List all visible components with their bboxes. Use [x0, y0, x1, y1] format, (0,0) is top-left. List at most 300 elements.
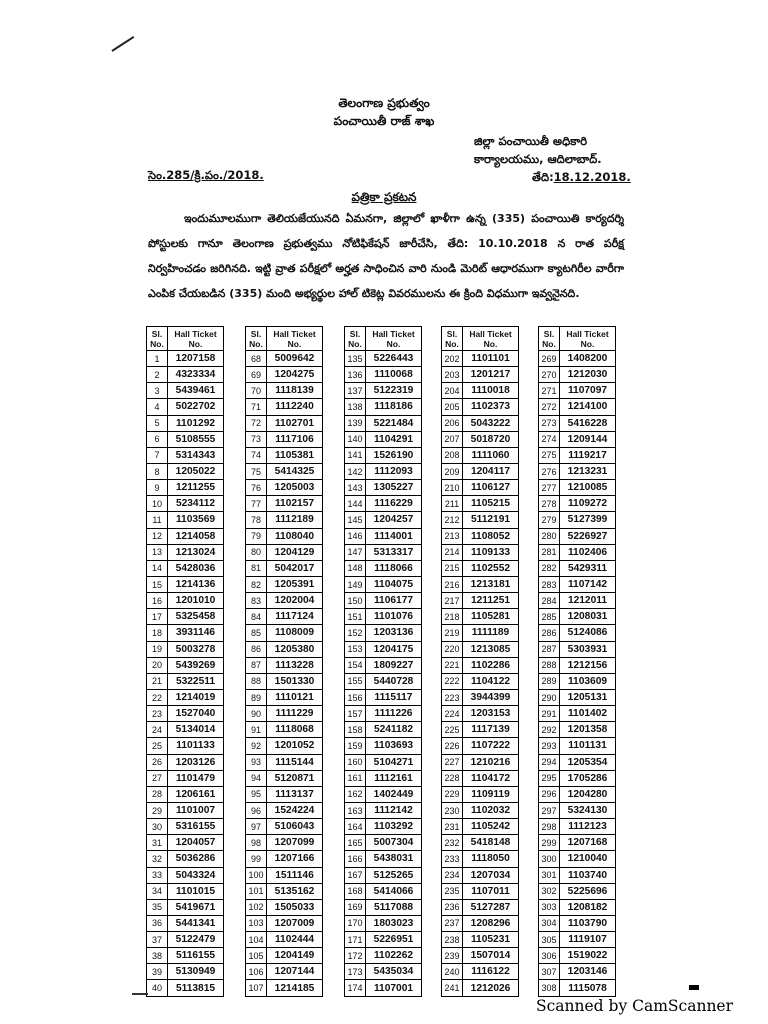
table-row [246, 915, 323, 931]
table-row [345, 948, 422, 964]
sl-no-cell: 212 [442, 512, 463, 528]
sl-no-cell: 202 [442, 351, 463, 367]
table-row [246, 754, 323, 770]
sl-no-cell: 221 [442, 657, 463, 673]
hall-ticket-cell: 1101292 [168, 415, 224, 431]
table-row [345, 528, 422, 544]
table-row [442, 641, 519, 657]
sl-no-cell: 273 [539, 415, 560, 431]
table-row [539, 351, 616, 367]
hall-ticket-cell: 5022702 [168, 399, 224, 415]
sl-no-cell: 105 [246, 948, 267, 964]
sl-no-cell: 308 [539, 980, 560, 996]
table-row [246, 964, 323, 980]
sl-no-cell: 35 [147, 899, 168, 915]
hall-ticket-cell: 1526190 [366, 447, 422, 463]
hall-ticket-table [538, 326, 616, 997]
sl-no-cell: 225 [442, 722, 463, 738]
sl-no-cell: 34 [147, 883, 168, 899]
table-row [442, 915, 519, 931]
sl-no-cell: 292 [539, 722, 560, 738]
hall-ticket-cell: 1213181 [463, 576, 519, 592]
table-row [246, 883, 323, 899]
hall-ticket-cell: 1511146 [267, 867, 323, 883]
table-row [539, 819, 616, 835]
hall-ticket-cell: 1109272 [560, 496, 616, 512]
hall-ticket-cell: 1205354 [560, 754, 616, 770]
sl-no-cell: 11 [147, 512, 168, 528]
hall-ticket-cell: 1101131 [560, 738, 616, 754]
hall-ticket-cell: 5043222 [463, 415, 519, 431]
hall-ticket-cell: 5106043 [267, 819, 323, 835]
sl-no-cell: 152 [345, 625, 366, 641]
table-row [147, 496, 224, 512]
table-row [539, 383, 616, 399]
table-row [246, 722, 323, 738]
table-row [442, 867, 519, 883]
hall-ticket-cell: 5419671 [168, 899, 224, 915]
table-row [147, 593, 224, 609]
sl-no-cell: 224 [442, 706, 463, 722]
table-row [345, 657, 422, 673]
table-row [345, 689, 422, 705]
hall-ticket-cell: 5439461 [168, 383, 224, 399]
table-row [147, 609, 224, 625]
sl-no-cell: 15 [147, 576, 168, 592]
table-row [442, 367, 519, 383]
hall-ticket-cell: 5125265 [366, 867, 422, 883]
hall-ticket-cell: 5108555 [168, 431, 224, 447]
hall-ticket-cell: 1214185 [267, 980, 323, 996]
sl-no-cell: 209 [442, 463, 463, 479]
sl-no-cell: 106 [246, 964, 267, 980]
table-row [345, 641, 422, 657]
sl-no-cell: 307 [539, 964, 560, 980]
table-row [345, 786, 422, 802]
table-row [442, 770, 519, 786]
sl-no-cell: 158 [345, 722, 366, 738]
table-row [442, 544, 519, 560]
hall-ticket-cell: 1201217 [463, 367, 519, 383]
table-row [442, 609, 519, 625]
office-line-1: జిల్లా పంచాయితీ అధికారి [474, 134, 588, 148]
hall-ticket-cell: 5104271 [366, 754, 422, 770]
table-row [345, 883, 422, 899]
hall-ticket-cell: 1207168 [560, 835, 616, 851]
hall-ticket-cell: 5116155 [168, 948, 224, 964]
sl-no-cell: 280 [539, 528, 560, 544]
hall-ticket-cell: 1203126 [168, 754, 224, 770]
sl-no-cell: 223 [442, 689, 463, 705]
hall-ticket-cell: 1206161 [168, 786, 224, 802]
table-row [345, 431, 422, 447]
hall-ticket-cell: 1501330 [267, 673, 323, 689]
sl-no-cell: 299 [539, 835, 560, 851]
hall-ticket-cell: 1207144 [267, 964, 323, 980]
sl-no-cell: 100 [246, 867, 267, 883]
table-row [442, 802, 519, 818]
hall-ticket-cell: 1705286 [560, 770, 616, 786]
hall-ticket-cell: 1205391 [267, 576, 323, 592]
table-row [246, 802, 323, 818]
hall-ticket-cell: 1112161 [366, 770, 422, 786]
hall-ticket-cell: 1809227 [366, 657, 422, 673]
hall-ticket-cell: 1111226 [366, 706, 422, 722]
sl-no-cell: 226 [442, 738, 463, 754]
hall-ticket-table [344, 326, 422, 997]
table-row [539, 948, 616, 964]
sl-no-cell: 139 [345, 415, 366, 431]
sl-no-cell: 276 [539, 463, 560, 479]
hall-ticket-cell: 1114001 [366, 528, 422, 544]
table-row [345, 851, 422, 867]
hall-ticket-cell: 1524224 [267, 802, 323, 818]
table-row [442, 560, 519, 576]
table-row [246, 367, 323, 383]
table-row [539, 641, 616, 657]
table-row [147, 657, 224, 673]
hall-ticket-cell: 5226951 [366, 932, 422, 948]
hall-ticket-cell: 1107142 [560, 576, 616, 592]
table-row [147, 625, 224, 641]
table-row [147, 738, 224, 754]
hall-ticket-cell: 1102444 [267, 932, 323, 948]
hall-ticket-cell: 1111229 [267, 706, 323, 722]
sl-no-cell: 281 [539, 544, 560, 560]
table-row [246, 399, 323, 415]
sl-no-cell: 234 [442, 867, 463, 883]
table-row [442, 528, 519, 544]
hall-ticket-cell: 5241182 [366, 722, 422, 738]
hall-ticket-cell: 1115078 [560, 980, 616, 996]
sl-no-cell: 287 [539, 641, 560, 657]
hall-ticket-cell: 1113228 [267, 657, 323, 673]
hall-ticket-cell: 1102701 [267, 415, 323, 431]
sl-no-cell: 25 [147, 738, 168, 754]
hall-ticket-cell: 5429311 [560, 560, 616, 576]
hall-ticket-cell: 5009642 [267, 351, 323, 367]
table-row [246, 544, 323, 560]
sl-no-cell: 71 [246, 399, 267, 415]
table-row [246, 576, 323, 592]
sl-no-cell: 163 [345, 802, 366, 818]
table-row [246, 496, 323, 512]
table-row [345, 415, 422, 431]
sl-no-cell: 203 [442, 367, 463, 383]
sl-no-cell: 290 [539, 689, 560, 705]
hall-ticket-cell: 1107011 [463, 883, 519, 899]
sl-no-cell: 13 [147, 544, 168, 560]
table-row [246, 706, 323, 722]
sl-no-cell: 149 [345, 576, 366, 592]
table-row [539, 415, 616, 431]
table-row [345, 867, 422, 883]
table-row [345, 512, 422, 528]
sl-no-cell: 84 [246, 609, 267, 625]
table-row [246, 641, 323, 657]
table-row [539, 496, 616, 512]
table-row [345, 609, 422, 625]
sl-no-cell: 40 [147, 980, 168, 996]
sl-no-cell: 296 [539, 786, 560, 802]
hall-ticket-cell: 1214100 [560, 399, 616, 415]
sl-no-cell: 82 [246, 576, 267, 592]
hall-ticket-cell: 1103292 [366, 819, 422, 835]
hall-ticket-cell: 1101076 [366, 609, 422, 625]
table-row [442, 463, 519, 479]
sl-no-cell: 205 [442, 399, 463, 415]
sl-no-cell: 146 [345, 528, 366, 544]
table-row [246, 431, 323, 447]
sl-no-header: Sl. No. [442, 327, 463, 351]
hall-ticket-cell: 1507014 [463, 948, 519, 964]
table-row [539, 689, 616, 705]
sl-no-cell: 75 [246, 463, 267, 479]
sl-no-cell: 241 [442, 980, 463, 996]
table-row [345, 383, 422, 399]
sl-no-cell: 151 [345, 609, 366, 625]
sl-no-cell: 29 [147, 802, 168, 818]
table-row [442, 512, 519, 528]
sl-no-cell: 206 [442, 415, 463, 431]
sl-no-cell: 98 [246, 835, 267, 851]
sl-no-cell: 269 [539, 351, 560, 367]
table-row [147, 447, 224, 463]
hall-ticket-cell: 1519022 [560, 948, 616, 964]
hall-ticket-cell: 1205022 [168, 463, 224, 479]
sl-no-cell: 147 [345, 544, 366, 560]
hall-ticket-cell: 1210216 [463, 754, 519, 770]
table-row [442, 480, 519, 496]
table-row [539, 512, 616, 528]
sl-no-cell: 218 [442, 609, 463, 625]
hall-ticket-cell: 1204175 [366, 641, 422, 657]
table-row [539, 851, 616, 867]
table-row [442, 706, 519, 722]
sl-no-cell: 153 [345, 641, 366, 657]
sl-no-cell: 87 [246, 657, 267, 673]
hall-ticket-cell: 5325458 [168, 609, 224, 625]
hall-ticket-cell: 5036286 [168, 851, 224, 867]
sl-no-cell: 37 [147, 932, 168, 948]
hall-ticket-cell: 1107222 [463, 738, 519, 754]
sl-no-cell: 228 [442, 770, 463, 786]
hall-ticket-cell: 1116122 [463, 964, 519, 980]
sl-no-cell: 275 [539, 447, 560, 463]
table-row [539, 447, 616, 463]
hall-ticket-cell: 1118066 [366, 560, 422, 576]
table-row [345, 367, 422, 383]
sl-no-cell: 89 [246, 689, 267, 705]
table-row [345, 560, 422, 576]
table-row [345, 576, 422, 592]
hall-ticket-cell: 1104122 [463, 673, 519, 689]
hall-ticket-cell: 5313317 [366, 544, 422, 560]
hall-ticket-cell: 1204057 [168, 835, 224, 851]
sl-no-cell: 3 [147, 383, 168, 399]
table-row [246, 835, 323, 851]
hall-ticket-cell: 1105242 [463, 819, 519, 835]
sl-no-cell: 238 [442, 932, 463, 948]
table-row [345, 964, 422, 980]
sl-no-cell: 284 [539, 593, 560, 609]
table-row [442, 576, 519, 592]
table-row [345, 625, 422, 641]
sl-no-cell: 104 [246, 932, 267, 948]
table-row [246, 609, 323, 625]
table-row [539, 899, 616, 915]
hall-ticket-cell: 5441341 [168, 915, 224, 931]
sl-no-cell: 39 [147, 964, 168, 980]
table-row [345, 738, 422, 754]
hall-ticket-cell: 1213231 [560, 463, 616, 479]
hall-ticket-cell: 5007304 [366, 835, 422, 851]
hall-ticket-cell: 5234112 [168, 496, 224, 512]
hall-ticket-cell: 1203153 [463, 706, 519, 722]
table-row [442, 447, 519, 463]
sl-no-cell: 169 [345, 899, 366, 915]
hall-ticket-cell: 5117088 [366, 899, 422, 915]
sl-no-cell: 14 [147, 560, 168, 576]
table-row [539, 980, 616, 996]
table-row [442, 738, 519, 754]
sl-no-cell: 274 [539, 431, 560, 447]
sl-no-cell: 286 [539, 625, 560, 641]
hall-ticket-cell: 1305227 [366, 480, 422, 496]
table-row [442, 351, 519, 367]
sl-no-header: Sl. No. [246, 327, 267, 351]
table-row [539, 480, 616, 496]
hall-ticket-cell: 1113137 [267, 786, 323, 802]
table-row [539, 528, 616, 544]
hall-ticket-cell: 1212156 [560, 657, 616, 673]
hall-ticket-cell: 5438031 [366, 851, 422, 867]
hall-ticket-cell: 3944399 [463, 689, 519, 705]
document-date [532, 170, 631, 187]
hall-ticket-cell: 5120871 [267, 770, 323, 786]
hall-ticket-cell: 5127287 [463, 899, 519, 915]
hall-ticket-cell: 1104291 [366, 431, 422, 447]
hall-ticket-cell: 1201010 [168, 593, 224, 609]
table-row [147, 883, 224, 899]
sl-no-cell: 21 [147, 673, 168, 689]
sl-no-cell: 166 [345, 851, 366, 867]
table-row [147, 512, 224, 528]
table-row [147, 480, 224, 496]
table-row [246, 899, 323, 915]
sl-no-cell: 145 [345, 512, 366, 528]
hall-ticket-cell: 1118186 [366, 399, 422, 415]
hall-ticket-cell: 5043324 [168, 867, 224, 883]
table-row [442, 948, 519, 964]
sl-no-cell: 140 [345, 431, 366, 447]
table-row [442, 657, 519, 673]
sl-no-cell: 211 [442, 496, 463, 512]
hall-ticket-cell: 1214136 [168, 576, 224, 592]
table-row [539, 576, 616, 592]
sl-no-cell: 237 [442, 915, 463, 931]
table-row [246, 528, 323, 544]
hall-ticket-cell: 1208182 [560, 899, 616, 915]
hall-ticket-cell: 1108052 [463, 528, 519, 544]
table-row [345, 932, 422, 948]
hall-ticket-cell: 1119107 [560, 932, 616, 948]
table-row [442, 964, 519, 980]
table-row [539, 754, 616, 770]
sl-no-cell: 135 [345, 351, 366, 367]
sl-no-cell: 156 [345, 689, 366, 705]
sl-no-cell: 217 [442, 593, 463, 609]
hall-ticket-cell: 5130949 [168, 964, 224, 980]
table-row [442, 722, 519, 738]
table-row [147, 899, 224, 915]
table-row [345, 722, 422, 738]
sl-no-cell: 69 [246, 367, 267, 383]
hall-ticket-cell: 1104075 [366, 576, 422, 592]
hall-ticket-cell: 1103693 [366, 738, 422, 754]
hall-ticket-cell: 1101101 [463, 351, 519, 367]
sl-no-cell: 31 [147, 835, 168, 851]
table-row [345, 835, 422, 851]
sl-no-cell: 27 [147, 770, 168, 786]
table-row [147, 351, 224, 367]
table-row [147, 980, 224, 996]
table-row [147, 851, 224, 867]
table-row [442, 754, 519, 770]
table-row [442, 399, 519, 415]
sl-no-cell: 150 [345, 593, 366, 609]
hall-ticket-cell: 1205380 [267, 641, 323, 657]
hall-ticket-cell: 1107097 [560, 383, 616, 399]
table-row [246, 512, 323, 528]
announcement-paragraph: ఇందుమూలముగా తెలియజేయునది ఏమనగా, జిల్లాలో ఖాళీగా ఉన్న (335) పంచాయితి కార్యదర్శి పోస్టులకు గానూ తెలంగాణ ప్రభుత్వము నోటిఫికేషన్ జారీచేసి, తేది: 10.10.2018 న రాత పరీక్ష నిర్వహించడం జరిగినది. ఇట్టి వ్రాత పరీక్షలో అర్హత సాధించిన వారి నుండి మెరిట్ ఆధారముగా క్యాటగిరీల వారీగా ఎంపిక చేయబడిన (335) మంది అభ్యర్థుల హాల్ టికెట్ల వివరములను ఈ క్రింది విధముగా ఇవ్వనైనది. [148, 212, 624, 300]
sl-no-cell: 300 [539, 851, 560, 867]
hall-ticket-cell: 5416228 [560, 415, 616, 431]
sl-no-cell: 204 [442, 383, 463, 399]
hall-ticket-cell: 1210085 [560, 480, 616, 496]
hall-ticket-cell: 1117139 [463, 722, 519, 738]
table-row [539, 463, 616, 479]
table-row [539, 867, 616, 883]
sl-no-cell: 6 [147, 431, 168, 447]
sl-no-cell: 22 [147, 689, 168, 705]
sl-no-cell: 229 [442, 786, 463, 802]
hall-ticket-cell: 1214019 [168, 689, 224, 705]
hall-ticket-cell: 1211251 [463, 593, 519, 609]
table-row [147, 706, 224, 722]
table-row [345, 899, 422, 915]
hall-ticket-cell: 1118068 [267, 722, 323, 738]
hall-ticket-cell: 1108009 [267, 625, 323, 641]
table-row [345, 480, 422, 496]
table-row [147, 948, 224, 964]
table-row [147, 431, 224, 447]
sl-no-cell: 79 [246, 528, 267, 544]
table-row [147, 560, 224, 576]
table-row [539, 835, 616, 851]
hall-ticket-cell: 1102373 [463, 399, 519, 415]
hall-ticket-cell: 1803023 [366, 915, 422, 931]
hall-ticket-cell: 1211255 [168, 480, 224, 496]
table-row [147, 819, 224, 835]
department-title: పంచాయితీ రాజ్ శాఖ [333, 114, 435, 128]
press-release-heading: పత్రికా ప్రకటన [351, 190, 417, 204]
hall-ticket-cell: 5135162 [267, 883, 323, 899]
hall-ticket-cell: 1204117 [463, 463, 519, 479]
hall-ticket-cell: 1204280 [560, 786, 616, 802]
hall-ticket-cell: 5314343 [168, 447, 224, 463]
hall-ticket-cell: 5122319 [366, 383, 422, 399]
